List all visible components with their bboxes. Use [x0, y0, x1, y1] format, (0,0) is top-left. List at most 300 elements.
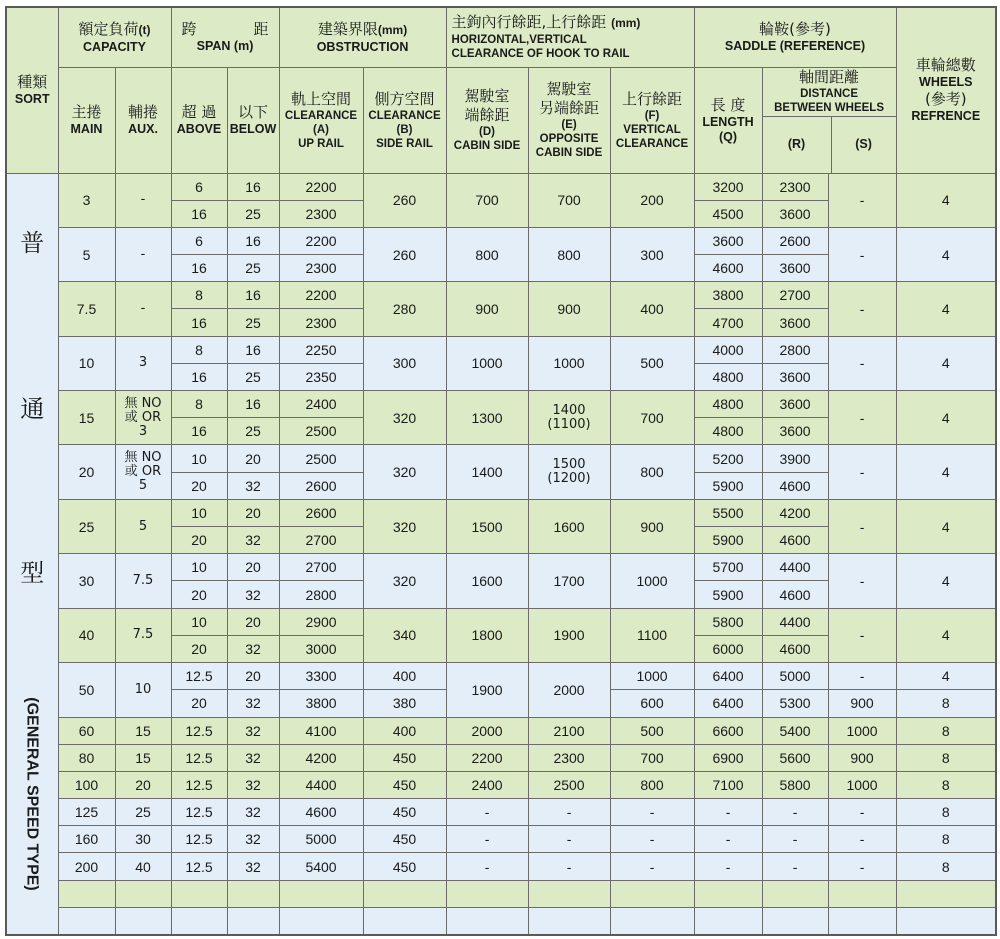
clearance-a: 2800 — [305, 586, 337, 603]
sort-char: 型 — [20, 558, 45, 587]
col-r: 5400 — [779, 722, 811, 739]
length-q-cell — [694, 363, 762, 390]
col-q: 6600 — [712, 722, 744, 739]
distance-r: 2800 — [779, 341, 811, 358]
clearance-a: 2250 — [305, 341, 337, 358]
distance-s-cell — [828, 227, 896, 281]
header-hook-clearance — [446, 7, 694, 67]
clearance-a: 2700 — [305, 559, 337, 576]
length-q-cell — [694, 690, 762, 717]
distance-s: - — [859, 627, 865, 644]
span-above-cell — [171, 690, 227, 717]
span-below-cell — [227, 554, 279, 581]
cabin-d-cell — [446, 282, 528, 336]
length-q: 5800 — [712, 613, 744, 630]
col-f: 700 — [640, 749, 664, 766]
clearance-b-cell — [363, 663, 446, 690]
crane-spec-table — [5, 6, 997, 936]
clearance-b-cell — [363, 554, 446, 608]
vertical-f: 900 — [640, 518, 664, 535]
col-e-cell — [528, 771, 610, 798]
distance-r-cell — [762, 282, 828, 309]
empty-cell — [115, 880, 171, 907]
length-q: 6000 — [712, 640, 744, 657]
col-w-cell — [896, 799, 996, 826]
span-above: 16 — [191, 314, 207, 331]
col-d-cell — [446, 853, 528, 880]
empty-cell — [610, 907, 694, 934]
clearance-b: 280 — [392, 300, 417, 317]
clearance-a-cell — [279, 309, 363, 336]
cabin-d: 1300 — [471, 409, 503, 426]
span-below-cell — [227, 635, 279, 662]
length-q: 5700 — [712, 559, 744, 576]
span-below: 32 — [245, 477, 261, 494]
opp-e-en2: OPPOSITE — [539, 133, 599, 145]
aux-capacity: 或 OR — [124, 464, 162, 480]
col-main-cell — [58, 744, 115, 771]
clearance-a-cell — [279, 391, 363, 418]
col-r-cell — [762, 826, 828, 853]
length-q-cell — [694, 472, 762, 499]
span-below-cell — [227, 608, 279, 635]
distance-s: - — [859, 464, 865, 481]
col-below-cell — [227, 853, 279, 880]
header-aux — [115, 67, 171, 173]
main-capacity-cell — [58, 282, 115, 336]
opposite-e: 1600 — [553, 518, 585, 535]
col-b: 450 — [392, 858, 417, 875]
span-above-cell — [171, 282, 227, 309]
wheels: 4 — [941, 246, 950, 263]
col-w: 8 — [941, 776, 950, 793]
header-opposite-e — [528, 67, 610, 173]
empty-cell — [446, 907, 528, 934]
col-aux-cell — [115, 799, 171, 826]
col-s-cell — [828, 799, 896, 826]
span-below-cell — [227, 418, 279, 445]
distance-s-cell — [828, 554, 896, 608]
span-below: 16 — [245, 341, 261, 358]
sort-cell — [6, 173, 58, 935]
opposite-e: 800 — [557, 246, 581, 263]
col-d-cell — [446, 799, 528, 826]
cabin-d: 1000 — [471, 355, 503, 372]
wheels-cell — [896, 608, 996, 662]
vertical-f-cell — [610, 227, 694, 281]
length-q-cell — [694, 554, 762, 581]
col-w-cell — [896, 717, 996, 744]
aux-capacity-cell — [115, 663, 171, 718]
col-w: 8 — [941, 831, 950, 848]
length-q-cell — [694, 282, 762, 309]
clearance-b: 320 — [392, 518, 417, 535]
col-e: 2100 — [553, 722, 585, 739]
wheels: 4 — [941, 627, 950, 644]
distance-r-cell — [762, 581, 828, 608]
clearance-a-cell — [279, 227, 363, 254]
vertical-f: 200 — [640, 192, 664, 209]
table-row — [6, 826, 996, 853]
col-above: 12.5 — [185, 804, 213, 821]
empty-cell — [694, 907, 762, 934]
col-f-cell — [610, 717, 694, 744]
col-w: 8 — [941, 804, 950, 821]
span-above-cell — [171, 200, 227, 227]
col-below: 32 — [245, 722, 261, 739]
header-distance — [762, 67, 896, 173]
col-aux-cell — [115, 744, 171, 771]
empty-cell — [828, 880, 896, 907]
col-e: - — [566, 858, 572, 875]
span-above: 16 — [191, 205, 207, 222]
length-q-cell — [694, 200, 762, 227]
col-b-cell — [363, 744, 446, 771]
opposite-e-cell — [528, 663, 610, 718]
distance-r: 3600 — [779, 260, 811, 277]
span-below-cell — [227, 173, 279, 200]
col-above: 12.5 — [185, 776, 213, 793]
col-aux-cell — [115, 771, 171, 798]
distance-r: 4600 — [779, 586, 811, 603]
col-a-cell — [279, 799, 363, 826]
col-q: 6900 — [712, 749, 744, 766]
length-q: 5900 — [712, 532, 744, 549]
capacity-zh: 額定負荷 — [78, 19, 139, 38]
wheels: 4 — [941, 355, 950, 372]
clearance-b: 260 — [392, 192, 417, 209]
col-a: 4200 — [305, 749, 337, 766]
clearance-b-cell — [363, 282, 446, 336]
cabin-d-cell — [446, 336, 528, 390]
col-below: 32 — [245, 858, 261, 875]
distance-r-cell — [762, 690, 828, 717]
wheels-cell — [896, 663, 996, 690]
clearance-b-cell — [363, 173, 446, 227]
empty-cell — [528, 880, 610, 907]
aux-capacity-cell — [115, 499, 171, 553]
col-aux: 15 — [135, 722, 151, 739]
length-q-cell — [694, 418, 762, 445]
empty-cell — [227, 880, 279, 907]
col-s-cell — [828, 717, 896, 744]
header-main — [58, 67, 115, 173]
main-capacity-cell — [58, 608, 115, 662]
clearance-a-en2: (A) — [313, 123, 329, 136]
empty-cell — [762, 880, 828, 907]
col-a: 4600 — [305, 804, 337, 821]
length-q-cell — [694, 663, 762, 690]
cabin-d-zh2: 端餘距 — [464, 106, 510, 124]
col-f-cell — [610, 744, 694, 771]
col-main: 80 — [78, 749, 95, 766]
wheels-cell — [896, 445, 996, 499]
col-r-cell — [762, 744, 828, 771]
clearance-a-cell — [279, 663, 363, 690]
table-row — [6, 771, 996, 798]
span-below-cell — [227, 581, 279, 608]
col-e-cell — [528, 717, 610, 744]
span-zh-line — [172, 20, 279, 39]
span-zh-right: 距 — [253, 20, 269, 39]
col-above: 12.5 — [185, 749, 213, 766]
hook-unit: (mm) — [611, 16, 641, 31]
col-b: 450 — [392, 749, 417, 766]
opp-e-zh2: 另端餘距 — [539, 99, 600, 117]
col-d: - — [484, 804, 490, 821]
col-s: 1000 — [846, 722, 878, 739]
empty-cell — [896, 907, 996, 934]
wheels-cell — [896, 173, 996, 227]
crane-spec-sheet — [5, 6, 995, 936]
clearance-a: 2200 — [305, 287, 337, 304]
opp-e-zh1: 駕駛室 — [546, 80, 592, 98]
capacity-unit: (t) — [138, 22, 151, 37]
vertical-f: 1000 — [636, 572, 668, 589]
clearance-a-cell — [279, 418, 363, 445]
clearance-b: 320 — [392, 409, 417, 426]
distance-r-cell — [762, 391, 828, 418]
length-q: 4800 — [712, 396, 744, 413]
col-b: 450 — [392, 776, 417, 793]
vertical-f-cell — [610, 173, 694, 227]
clearance-a: 2300 — [305, 314, 337, 331]
obstruction-en: OBSTRUCTION — [316, 39, 409, 54]
table-row — [6, 799, 996, 826]
cabin-d-cell — [446, 554, 528, 608]
distance-r-cell — [762, 527, 828, 554]
clearance-a: 2350 — [305, 368, 337, 385]
span-below-cell — [227, 309, 279, 336]
span-below: 32 — [245, 532, 261, 549]
aux-capacity-cell — [115, 336, 171, 390]
header-cabin-d — [446, 67, 528, 173]
distance-s: - — [859, 409, 865, 426]
distance-s-cell — [828, 391, 896, 445]
distance-s-cell — [828, 445, 896, 499]
empty-cell — [58, 907, 115, 934]
vertical-f-cell — [610, 608, 694, 662]
length-q: 4500 — [712, 205, 744, 222]
length-q: 3800 — [712, 287, 744, 304]
wheels: 4 — [941, 409, 950, 426]
aux-capacity-cell — [115, 391, 171, 445]
distance-s: - — [859, 355, 865, 372]
col-a: 4400 — [305, 776, 337, 793]
distance-s-cell — [828, 282, 896, 336]
col-f: 500 — [640, 722, 664, 739]
col-aux: 20 — [135, 776, 151, 793]
clearance-a: 2300 — [305, 260, 337, 277]
distance-r: 4600 — [779, 532, 811, 549]
main-capacity: 25 — [78, 518, 95, 535]
cabin-d-cell — [446, 608, 528, 662]
header-wheels — [896, 7, 996, 173]
table-row — [6, 853, 996, 880]
main-en: MAIN — [70, 122, 103, 136]
length-q: 6400 — [712, 668, 744, 685]
main-capacity-cell — [58, 445, 115, 499]
main-capacity: 10 — [78, 355, 95, 372]
span-above: 20 — [191, 532, 207, 549]
empty-cell — [896, 880, 996, 907]
header-vertical-f — [610, 67, 694, 173]
span-above: 20 — [191, 640, 207, 657]
length-q-cell — [694, 336, 762, 363]
vertical-f: 1000 — [636, 668, 668, 685]
span-above-cell — [171, 581, 227, 608]
col-f-cell — [610, 826, 694, 853]
main-capacity: 50 — [78, 681, 95, 698]
clearance-a-cell — [279, 608, 363, 635]
clearance-a: 2600 — [305, 477, 337, 494]
length-q: 6400 — [712, 695, 744, 712]
col-d-cell — [446, 744, 528, 771]
header-length-q — [694, 67, 762, 173]
length-q: 4600 — [712, 260, 744, 277]
span-below: 25 — [245, 314, 261, 331]
span-above: 8 — [195, 341, 203, 358]
span-below-cell — [227, 391, 279, 418]
header-capacity — [58, 7, 171, 67]
distance-sub — [763, 117, 896, 173]
distance-s: - — [859, 192, 865, 209]
clearance-a-cell — [279, 581, 363, 608]
empty-cell — [610, 880, 694, 907]
main-capacity: 20 — [78, 464, 95, 481]
col-below-cell — [227, 799, 279, 826]
wheels-zh2: (參考) — [924, 90, 967, 109]
empty-cell — [58, 880, 115, 907]
opposite-e: (1200) — [547, 471, 591, 487]
col-e-cell — [528, 853, 610, 880]
opposite-e: 1000 — [553, 355, 585, 372]
below-en: BELOW — [229, 122, 277, 136]
clearance-b-en3: SIDE RAIL — [376, 137, 433, 150]
col-f: - — [649, 804, 655, 821]
span-above-cell — [171, 527, 227, 554]
opposite-e: 900 — [557, 300, 581, 317]
wheels-cell — [896, 282, 996, 336]
opposite-e: 1900 — [553, 627, 585, 644]
length-q-cell — [694, 499, 762, 526]
aux-capacity: 3 — [138, 355, 148, 371]
vert-f-en2: VERTICAL — [623, 123, 681, 136]
distance-en2: BETWEEN WHEELS — [774, 102, 884, 114]
table-row — [6, 445, 996, 472]
empty-row — [6, 880, 996, 907]
header-saddle — [694, 7, 896, 67]
vertical-f: 400 — [640, 300, 664, 317]
cabin-d: 1600 — [471, 572, 503, 589]
span-above: 20 — [191, 695, 207, 712]
span-below-cell — [227, 527, 279, 554]
clearance-b-cell — [363, 499, 446, 553]
empty-cell — [828, 907, 896, 934]
span-below: 16 — [245, 232, 261, 249]
clearance-a: 2900 — [305, 613, 337, 630]
cabin-d: 700 — [475, 192, 499, 209]
main-capacity-cell — [58, 336, 115, 390]
col-r-cell — [762, 799, 828, 826]
clearance-a-cell — [279, 200, 363, 227]
vert-f-en3: CLEARANCE — [615, 137, 689, 150]
col-main: 200 — [74, 858, 99, 875]
distance-r: 3600 — [779, 423, 811, 440]
span-below: 20 — [245, 504, 261, 521]
clearance-b: 380 — [392, 695, 417, 712]
length-q: 5900 — [712, 477, 744, 494]
col-aux: 15 — [135, 749, 151, 766]
opposite-e-cell — [528, 173, 610, 227]
length-q-zh: 長 度 — [710, 95, 746, 114]
col-w: 8 — [941, 722, 950, 739]
clearance-a: 2200 — [305, 232, 337, 249]
vertical-f-cell — [610, 554, 694, 608]
clearance-a-cell — [279, 173, 363, 200]
col-a-cell — [279, 717, 363, 744]
main-zh: 主捲 — [71, 103, 102, 121]
header-sort — [6, 7, 58, 173]
col-a-cell — [279, 744, 363, 771]
distance-r-cell — [762, 309, 828, 336]
span-above-cell — [171, 663, 227, 690]
wheels-en2: REFRENCE — [911, 109, 981, 124]
wheels-cell — [896, 336, 996, 390]
table-row — [6, 227, 996, 254]
col-e-cell — [528, 744, 610, 771]
span-above-cell — [171, 391, 227, 418]
col-f-cell — [610, 799, 694, 826]
distance-r: 2300 — [779, 178, 811, 195]
cabin-d: 1800 — [471, 627, 503, 644]
span-above: 10 — [191, 450, 207, 467]
length-q-cell — [694, 527, 762, 554]
length-q-cell — [694, 255, 762, 282]
col-main-cell — [58, 771, 115, 798]
wheels-cell — [896, 391, 996, 445]
aux-capacity: 3 — [138, 423, 148, 439]
col-q-cell — [694, 771, 762, 798]
clearance-a-en1: CLEARANCE — [284, 109, 358, 122]
distance-r: 4400 — [779, 613, 811, 630]
aux-capacity: 無 NO — [124, 450, 162, 466]
cabin-d-cell — [446, 391, 528, 445]
col-e: - — [566, 804, 572, 821]
span-above: 10 — [191, 504, 207, 521]
above-zh: 超 過 — [181, 103, 217, 121]
distance-s-cell — [828, 336, 896, 390]
table-row — [6, 608, 996, 635]
wheels: 4 — [941, 518, 950, 535]
length-q-cell — [694, 608, 762, 635]
distance-s-cell — [828, 499, 896, 553]
aux-capacity-cell — [115, 173, 171, 227]
table-row — [6, 744, 996, 771]
aux-capacity-cell — [115, 227, 171, 281]
cabin-d-zh1: 駕駛室 — [464, 87, 510, 105]
cabin-d: 800 — [475, 246, 499, 263]
col-d-cell — [446, 826, 528, 853]
span-below-cell — [227, 200, 279, 227]
opp-e-en1: (E) — [561, 119, 577, 131]
clearance-a: 2300 — [305, 205, 337, 222]
col-s: 900 — [850, 749, 874, 766]
distance-s: 900 — [850, 695, 874, 712]
span-above-cell — [171, 445, 227, 472]
col-e: 2500 — [553, 776, 585, 793]
distance-r-cell — [762, 255, 828, 282]
